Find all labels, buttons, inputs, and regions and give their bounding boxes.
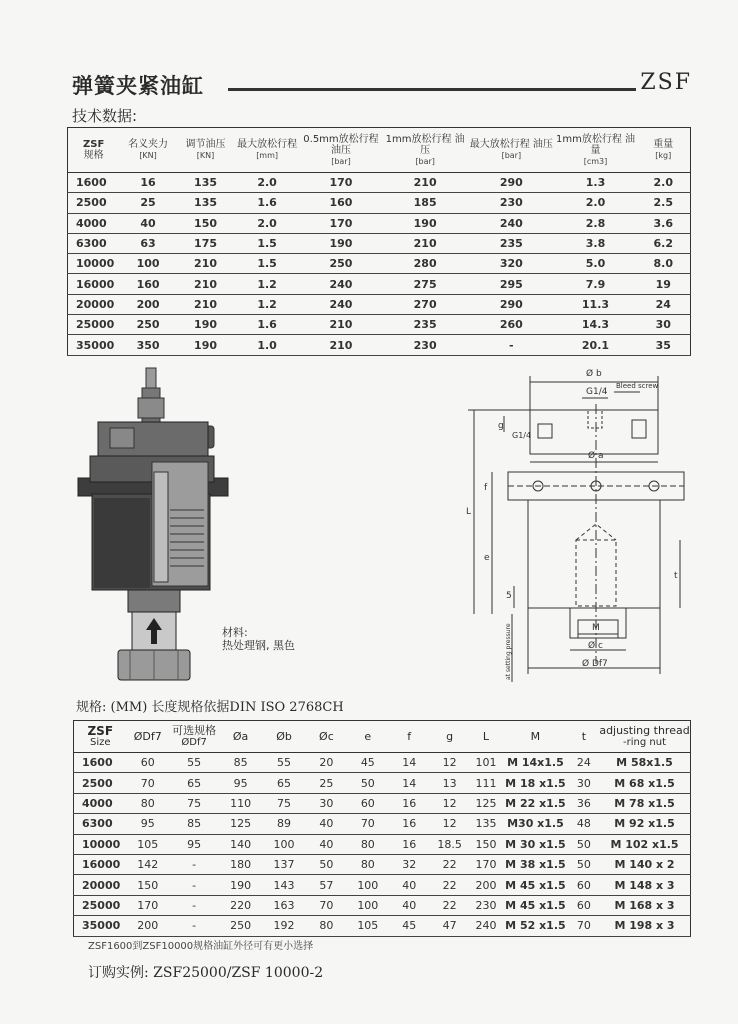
table-cell: 295 [468,274,554,294]
table-cell: 1.6 [234,315,300,335]
table-cell: 45 [389,916,429,936]
table-cell: 20000 [74,875,127,895]
table-cell: 110 [219,793,261,813]
table-cell: 12 [429,753,469,773]
table-row [68,335,691,355]
table-cell: 5.0 [554,254,636,274]
tech-header-cell: 1mm放松行程 油压 [bar] [382,128,468,173]
table-cell: 4000 [68,213,120,233]
tech-data-table [67,127,691,356]
material-label: 材料: [222,626,248,639]
table-cell: 142 [127,854,169,874]
table-cell: 25000 [74,895,127,915]
table-cell: 30 [569,773,599,793]
table-cell: 40 [306,834,346,854]
table-cell: 70 [347,814,389,834]
table-row [68,315,691,335]
table-cell: 48 [569,814,599,834]
table-cell: 111 [470,773,502,793]
cylinder-section-illustration [70,362,240,687]
table-cell: 100 [347,875,389,895]
table-cell: 57 [306,875,346,895]
table-cell: 70 [569,916,599,936]
label-phi-a: Ø a [588,451,604,461]
table-cell: 70 [306,895,346,915]
table-cell: M 168 x 3 [599,895,690,915]
dim-header-cell: adjusting thread -ring nut [599,721,690,753]
table-cell: 60 [569,875,599,895]
document-header [72,68,692,98]
table-row [68,294,691,314]
tech-header-cell: ZSF 规格 [68,128,120,173]
label-g14-side: G1/4 [512,431,532,440]
label-g: g [498,421,504,431]
table-cell: 12 [429,814,469,834]
dim-header-cell: e [347,721,389,753]
table-cell: 70 [127,773,169,793]
table-cell: M 68 x1.5 [599,773,690,793]
table-cell: 30 [637,315,691,335]
table-cell: 35 [637,335,691,355]
table-row [68,173,691,193]
table-cell: M 52 x1.5 [502,916,569,936]
table-cell: 235 [468,233,554,253]
table-cell: 75 [169,793,219,813]
table-cell: - [169,875,219,895]
table-cell: 100 [347,895,389,915]
table-cell: 135 [470,814,502,834]
table-cell: 16000 [68,274,120,294]
table-cell: 18.5 [429,834,469,854]
tech-header-cell: 重量 [kg] [637,128,691,173]
table-cell: 10000 [74,834,127,854]
material-value: 热处理钢, 黑色 [222,639,295,652]
dimension-spec-heading: 规格: (MM) 长度规格依据DIN ISO 2768CH [76,700,344,715]
table-cell: 6300 [68,233,120,253]
table-cell: 16 [119,173,176,193]
table-cell: 80 [347,834,389,854]
table-cell: 210 [382,173,468,193]
table-cell: M 58x1.5 [599,753,690,773]
tech-header-cell: 最大放松行程 [mm] [234,128,300,173]
product-code: ZSF [640,70,692,95]
table-cell: M 102 x1.5 [599,834,690,854]
table-cell: 16 [389,814,429,834]
table-cell: 2.0 [637,173,691,193]
table-row [74,875,691,895]
table-cell: 230 [470,895,502,915]
dimension-drawing [462,364,698,686]
table-cell: 63 [119,233,176,253]
table-cell: 20000 [68,294,120,314]
table-cell: 50 [306,854,346,874]
order-example: 订购实例: ZSF25000/ZSF 10000-2 [88,965,324,981]
table-cell: 125 [470,793,502,813]
material-note [222,626,295,652]
label-e: e [484,553,490,563]
table-cell: 100 [119,254,176,274]
table-cell: 30 [306,793,346,813]
table-cell: M 18 x1.5 [502,773,569,793]
table-cell: 1.0 [234,335,300,355]
table-cell: 190 [300,233,382,253]
table-cell: 350 [119,335,176,355]
table-cell: 270 [382,294,468,314]
table-cell: 95 [127,814,169,834]
table-cell: 230 [468,193,554,213]
size-option-note: ZSF1600到ZSF10000规格油缸外径可有更小选择 [88,941,314,952]
table-cell: 210 [177,254,234,274]
table-cell: 143 [262,875,306,895]
table-cell: M 30 x1.5 [502,834,569,854]
table-row [74,793,691,813]
table-cell: 35000 [74,916,127,936]
dim-header-cell: Øa [219,721,261,753]
table-cell: 75 [262,793,306,813]
table-row [68,254,691,274]
table-cell: 2.0 [234,213,300,233]
table-cell: 89 [262,814,306,834]
label-setting-pressure: at setting pressure [505,623,512,680]
table-cell: M 140 x 2 [599,854,690,874]
title-rule [228,88,636,91]
table-cell: 210 [300,315,382,335]
dim-header-cell: Øc [306,721,346,753]
table-cell: M 198 x 3 [599,916,690,936]
table-cell: 7.9 [554,274,636,294]
table-cell: 101 [470,753,502,773]
table-cell: 240 [300,274,382,294]
table-cell: 135 [177,193,234,213]
table-cell: 125 [219,814,261,834]
table-cell: 22 [429,875,469,895]
table-cell: 10000 [68,254,120,274]
table-cell: 3.6 [637,213,691,233]
table-cell: 175 [177,233,234,253]
table-cell: - [169,916,219,936]
table-cell: 1.5 [234,233,300,253]
table-cell: 1.6 [234,193,300,213]
table-cell: 13 [429,773,469,793]
table-cell: 80 [347,854,389,874]
table-cell: 140 [219,834,261,854]
table-cell: 190 [382,213,468,233]
table-cell: 1.5 [234,254,300,274]
table-cell: 240 [300,294,382,314]
dim-header-cell: f [389,721,429,753]
table-cell: 24 [569,753,599,773]
table-cell: M 148 x 3 [599,875,690,895]
table-cell: 185 [382,193,468,213]
table-cell: 250 [119,315,176,335]
dimension-table [73,720,691,937]
table-cell: 200 [119,294,176,314]
table-cell: 8.0 [637,254,691,274]
tech-header-cell: 调节油压 [KN] [177,128,234,173]
table-cell: 170 [300,173,382,193]
table-row [74,753,691,773]
table-cell: 16 [389,793,429,813]
tech-header-cell: 1mm放松行程 油量 [cm3] [554,128,636,173]
table-cell: 24 [637,294,691,314]
table-cell: 210 [177,274,234,294]
label-t: t [674,571,678,581]
table-row [74,916,691,936]
table-cell: 40 [389,875,429,895]
table-cell: 137 [262,854,306,874]
dim-header-cell: L [470,721,502,753]
table-cell: M 14x1.5 [502,753,569,773]
table-cell: 200 [470,875,502,895]
table-cell: 2.5 [637,193,691,213]
tech-header-cell: 最大放松行程 油压 [bar] [468,128,554,173]
table-row [68,193,691,213]
table-cell: 275 [382,274,468,294]
table-cell: 50 [569,854,599,874]
table-cell: 180 [219,854,261,874]
table-cell: - [169,895,219,915]
table-cell: 160 [119,274,176,294]
table-cell: 170 [127,895,169,915]
table-row [74,895,691,915]
table-cell: 105 [347,916,389,936]
dim-header-cell: ZSF Size [74,721,127,753]
tech-header-cell: 0.5mm放松行程 油压 [bar] [300,128,382,173]
table-cell: 80 [127,793,169,813]
table-cell: 290 [468,294,554,314]
table-cell: 60 [347,793,389,813]
table-cell: 230 [382,335,468,355]
table-cell: 85 [169,814,219,834]
table-cell: 105 [127,834,169,854]
table-cell: 35000 [68,335,120,355]
table-cell: M30 x1.5 [502,814,569,834]
table-cell: 190 [177,335,234,355]
table-cell: 240 [468,213,554,233]
label-phi-c: Ø c [588,641,603,651]
table-cell: 220 [219,895,261,915]
table-cell: 85 [219,753,261,773]
table-cell: 65 [169,773,219,793]
table-cell: 60 [127,753,169,773]
table-cell: 80 [306,916,346,936]
table-cell: 1.2 [234,274,300,294]
table-cell: 170 [300,213,382,233]
table-cell: 170 [470,854,502,874]
table-cell: 20 [306,753,346,773]
table-cell: 320 [468,254,554,274]
table-cell: 2.0 [234,173,300,193]
table-cell: 2500 [68,193,120,213]
dim-header-cell: Øb [262,721,306,753]
table-cell: M 38 x1.5 [502,854,569,874]
table-cell: 1600 [74,753,127,773]
table-row [74,773,691,793]
table-cell: 50 [347,773,389,793]
table-cell: 210 [382,233,468,253]
dim-header-cell: ØDf7 [127,721,169,753]
table-cell: 192 [262,916,306,936]
table-cell: 6300 [74,814,127,834]
table-cell: M 45 x1.5 [502,875,569,895]
tech-header-cell: 名义夹力 [KN] [119,128,176,173]
table-cell: 40 [306,814,346,834]
tech-data-heading: 技术数据: [72,107,138,125]
table-cell: 14.3 [554,315,636,335]
table-cell: 210 [177,294,234,314]
table-cell: M 78 x1.5 [599,793,690,813]
dim-header-cell: M [502,721,569,753]
table-cell: 2.8 [554,213,636,233]
table-cell: 95 [169,834,219,854]
label-five: 5 [506,591,512,601]
table-cell: 210 [300,335,382,355]
table-cell: 240 [470,916,502,936]
table-cell: 160 [300,193,382,213]
table-cell: 150 [177,213,234,233]
table-cell: 16000 [74,854,127,874]
table-row [68,274,691,294]
table-cell: 14 [389,753,429,773]
label-g14-top: G1/4 [586,387,608,397]
table-cell: 135 [177,173,234,193]
dim-header-cell: t [569,721,599,753]
table-cell: 1600 [68,173,120,193]
table-cell: 280 [382,254,468,274]
table-cell: 150 [470,834,502,854]
table-cell: 290 [468,173,554,193]
table-cell: 260 [468,315,554,335]
table-cell: 36 [569,793,599,813]
table-cell: 12 [429,793,469,813]
table-row [74,854,691,874]
table-cell: 55 [262,753,306,773]
table-row [68,233,691,253]
table-cell: 150 [127,875,169,895]
table-cell: 6.2 [637,233,691,253]
table-cell: - [169,854,219,874]
label-phi-b: Ø b [586,369,602,379]
table-cell: 60 [569,895,599,915]
document-title: 弹簧夹紧油缸 [72,73,204,98]
table-cell: 250 [300,254,382,274]
table-cell: 100 [262,834,306,854]
label-M: M [592,623,600,633]
table-cell: 65 [262,773,306,793]
table-cell: 4000 [74,793,127,813]
table-cell: - [468,335,554,355]
label-phi-d: Ø Df7 [582,659,608,669]
table-cell: 25 [306,773,346,793]
table-cell: 163 [262,895,306,915]
table-cell: 40 [389,895,429,915]
dim-header-cell: 可选规格 ØDf7 [169,721,219,753]
table-cell: 47 [429,916,469,936]
table-cell: 32 [389,854,429,874]
table-cell: M 92 x1.5 [599,814,690,834]
table-cell: 25 [119,193,176,213]
table-cell: 190 [177,315,234,335]
table-cell: 22 [429,895,469,915]
table-cell: 95 [219,773,261,793]
table-cell: 1.2 [234,294,300,314]
table-cell: 19 [637,274,691,294]
table-cell: 40 [119,213,176,233]
table-row [74,834,691,854]
table-cell: 11.3 [554,294,636,314]
dim-table-header-row [74,721,691,753]
table-cell: 55 [169,753,219,773]
table-cell: 1.3 [554,173,636,193]
table-row [68,213,691,233]
table-cell: 14 [389,773,429,793]
tech-table-header-row [68,128,691,173]
table-cell: 250 [219,916,261,936]
dim-header-cell: g [429,721,469,753]
table-cell: 190 [219,875,261,895]
table-cell: 2500 [74,773,127,793]
table-cell: 25000 [68,315,120,335]
label-L: L [466,507,472,517]
table-cell: 45 [347,753,389,773]
table-row [74,814,691,834]
table-cell: 3.8 [554,233,636,253]
table-cell: 235 [382,315,468,335]
table-cell: 50 [569,834,599,854]
label-f: f [484,483,488,493]
table-cell: 22 [429,854,469,874]
table-cell: 16 [389,834,429,854]
label-bleed-screw: Bleed screw [616,382,659,390]
table-cell: M 22 x1.5 [502,793,569,813]
table-cell: 200 [127,916,169,936]
table-cell: 20.1 [554,335,636,355]
table-cell: 2.0 [554,193,636,213]
table-cell: M 45 x1.5 [502,895,569,915]
